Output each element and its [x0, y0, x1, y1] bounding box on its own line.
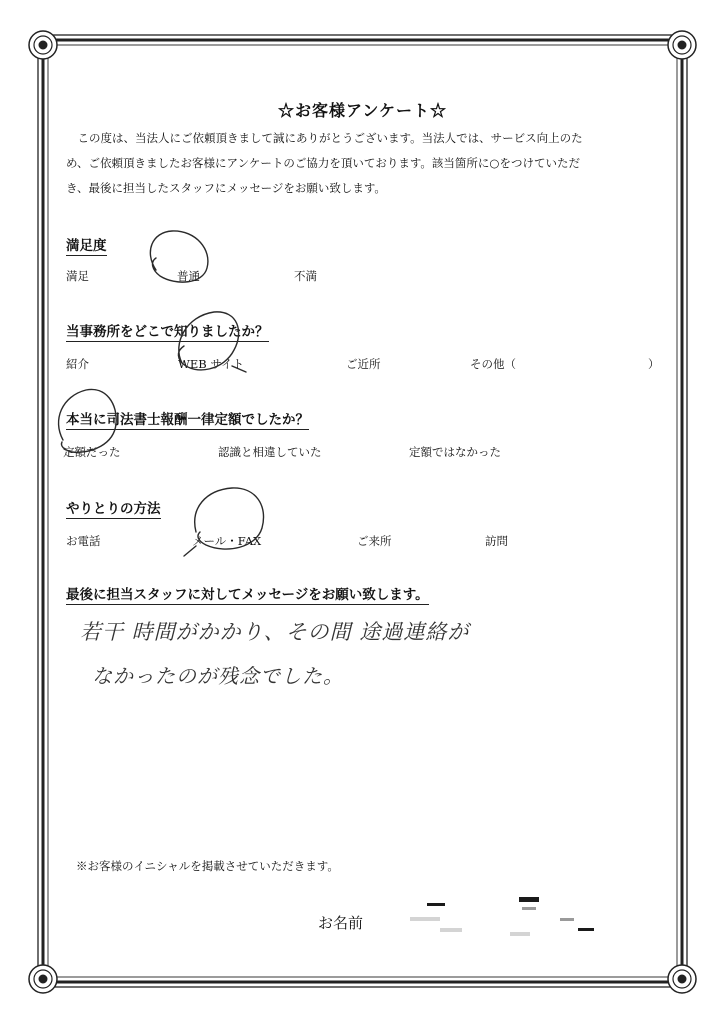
name-label: お名前 [318, 914, 364, 932]
option-website[interactable]: WEB サイト [178, 357, 245, 371]
option-neighborhood[interactable]: ご近所 [346, 357, 381, 371]
option-satisfied[interactable]: 満足 [66, 269, 89, 283]
option-other[interactable]: その他（ [470, 357, 516, 371]
corner-rosette-bottom-left [29, 965, 57, 993]
option-visit-office[interactable]: ご来所 [357, 534, 392, 548]
handwritten-message-line-1: 若干 時間がかかり、その間 途過連絡が [80, 620, 470, 644]
section-heading-flat-fee: 本当に司法書士報酬一律定額でしたか？ [66, 408, 309, 430]
option-flat-fee-different[interactable]: 認識と相違していた [218, 445, 322, 459]
section-heading-referral: 当事務所をどこで知りましたか？ [66, 320, 269, 342]
section-heading-satisfaction: 満足度 [66, 234, 107, 256]
intro-line: き、最後に担当したスタッフにメッセージをお願い致します。 [66, 181, 386, 195]
handwritten-message-line-2: なかったのが残念でした。 [92, 664, 344, 688]
option-average[interactable]: 普通 [177, 269, 200, 283]
option-flat-fee-yes[interactable]: 定額だった [63, 445, 121, 459]
option-dissatisfied[interactable]: 不満 [294, 269, 317, 283]
option-flat-fee-no[interactable]: 定額ではなかった [409, 445, 501, 459]
intro-line: め、ご依頼頂きましたお客様にアンケートのご協力を頂いております。該当箇所に○をつけていただ [66, 156, 580, 170]
option-introduction[interactable]: 紹介 [66, 357, 89, 371]
section-heading-contact-method: やりとりの方法 [66, 497, 161, 519]
section-heading-message: 最後に担当スタッフに対してメッセージをお願い致します。 [66, 583, 429, 605]
corner-rosette-bottom-right [668, 965, 696, 993]
corner-rosette-top-left [29, 31, 57, 59]
initials-note: ※お客様のイニシャルを掲載させていただきます。 [76, 859, 339, 873]
option-phone[interactable]: お電話 [66, 534, 101, 548]
option-home-visit[interactable]: 訪問 [485, 534, 508, 548]
intro-line: この度は、当法人にご依頼頂きまして誠にありがとうございます。当法人では、サービス向上のた [77, 131, 583, 145]
intro-text [66, 126, 664, 201]
survey-title: ☆お客様アンケート☆ [277, 101, 448, 120]
option-other-close-paren: ） [648, 357, 660, 371]
option-mail-fax[interactable]: メール・FAX [192, 534, 262, 548]
corner-rosette-top-right [668, 31, 696, 59]
